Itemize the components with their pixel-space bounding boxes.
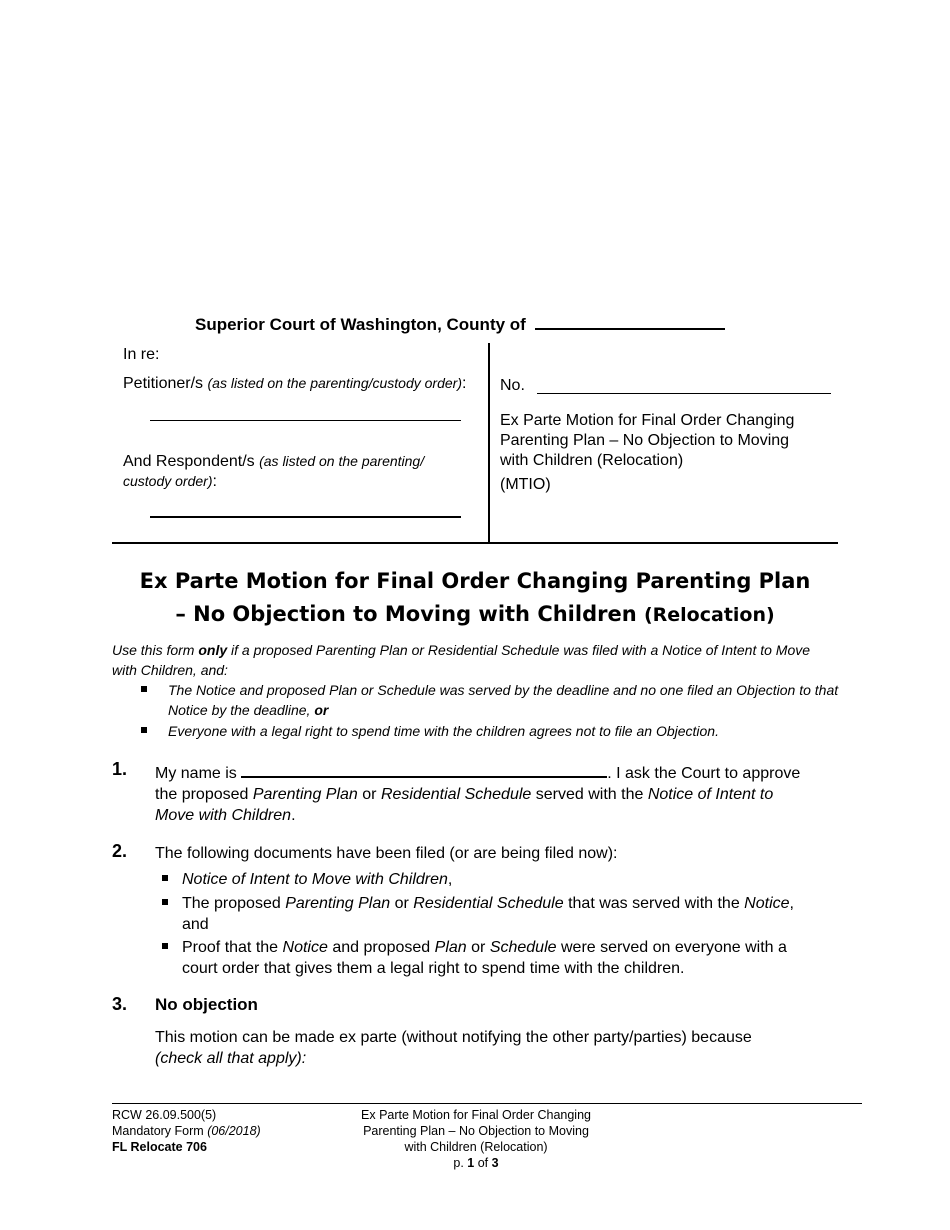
- page-num: 1: [467, 1156, 475, 1170]
- s2-b2-notice: Notice: [744, 895, 790, 912]
- s2-b3-line2: court order that gives them a legal right to spend time with the children.: [182, 960, 685, 977]
- s2-b2-and: and: [182, 916, 209, 933]
- respondent-note-b: custody order): [123, 473, 213, 489]
- s1-move-with-children: Move with Children: [155, 807, 292, 824]
- bullet-icon: [162, 899, 168, 905]
- intro-bullet-2: Everyone with a legal right to spend time with the children agrees not to file an Objection.: [168, 723, 719, 739]
- in-re-label: In re:: [123, 346, 160, 363]
- doc-title-line-3: with Children (Relocation): [500, 452, 684, 469]
- section-3-number: 3.: [112, 994, 128, 1014]
- title-line-2-main: – No Objection to Moving with Children: [175, 602, 637, 626]
- footer-page-number: [326, 1155, 626, 1171]
- doc-title-line-2: Parenting Plan – No Objection to Moving: [500, 432, 790, 449]
- s2-b2-a: The proposed: [182, 895, 281, 912]
- s2-b2-pp: Parenting Plan: [285, 895, 391, 912]
- title-line-2: [100, 598, 850, 632]
- section-2-item-2: [182, 893, 842, 935]
- petitioner-name-field[interactable]: [150, 420, 461, 421]
- footer-title-1: Ex Parte Motion for Final Order Changing: [361, 1108, 591, 1122]
- page-of: of: [477, 1156, 489, 1170]
- ask-court-text: . I ask the Court to approve: [607, 765, 801, 782]
- s2-b3-b: and proposed: [332, 939, 431, 956]
- s3-check: (check all that apply):: [155, 1050, 307, 1067]
- s1-residential-schedule: Residential Schedule: [380, 786, 532, 803]
- footer-title-3: with Children (Relocation): [404, 1140, 548, 1154]
- section-1-number: 1.: [112, 759, 128, 779]
- s1-served: served with the: [535, 786, 644, 803]
- petitioner-colon: :: [461, 375, 467, 392]
- case-number-field[interactable]: [537, 393, 831, 394]
- s2-b1-comma: ,: [447, 871, 453, 888]
- section-2-item-1: [182, 869, 452, 890]
- section-3-body: [155, 1027, 845, 1069]
- bullet-icon: [141, 686, 147, 692]
- intro-bullet-1: [168, 680, 848, 720]
- footer-form-id: FL Relocate 706: [112, 1140, 207, 1154]
- respondent-line-2: [123, 473, 217, 491]
- intro-text-a: Use this form: [112, 642, 195, 658]
- court-heading: [195, 314, 725, 335]
- s3-text: This motion can be made ex parte (without notifying the other party/parties) because: [155, 1029, 752, 1046]
- s2-b3-plan: Plan: [434, 939, 467, 956]
- intro-instructions: [112, 640, 842, 680]
- intro-bullet-1-or: or: [314, 702, 329, 718]
- section-2-intro: The following documents have been filed (or are being filed now):: [155, 845, 618, 862]
- s2-b3-notice: Notice: [282, 939, 328, 956]
- doc-title-line-1: Ex Parte Motion for Final Order Changing: [500, 412, 795, 429]
- footer-center: [326, 1107, 626, 1171]
- s2-b2-c: ,: [789, 895, 794, 912]
- case-no-label: No.: [500, 377, 525, 394]
- s2-b2-rs: Residential Schedule: [413, 895, 564, 912]
- petitioner-line: [123, 375, 466, 393]
- respondent-colon: :: [212, 473, 217, 490]
- footer-date: (06/2018): [207, 1124, 261, 1138]
- section-1-body: [155, 761, 845, 826]
- document-title: [100, 565, 850, 632]
- s2-b3-or: or: [471, 939, 486, 956]
- intro-text-c: with Children, and:: [112, 662, 228, 678]
- s1-or: or: [362, 786, 377, 803]
- footer-rcw: RCW 26.09.500(5): [112, 1108, 217, 1122]
- section-3-heading: No objection: [155, 995, 258, 1014]
- title-line-2-paren: (Relocation): [643, 604, 775, 626]
- s1-notice: Notice of Intent to: [647, 786, 774, 803]
- caption-bottom-rule: [112, 542, 838, 544]
- bullet-icon: [141, 727, 147, 733]
- bullet-icon: [162, 875, 168, 881]
- intro-bullet-1-a: The Notice and proposed Plan or Schedule was served by the deadline and no one filed an Objection to that: [168, 682, 839, 698]
- title-line-1: Ex Parte Motion for Final Order Changing Parenting Plan: [139, 569, 811, 593]
- s2-notice-of-intent: Notice of Intent to Move with Children: [182, 871, 448, 888]
- footer-left: [112, 1107, 261, 1155]
- s1-period: .: [291, 807, 296, 824]
- intro-only: only: [198, 642, 228, 658]
- respondent-name-field[interactable]: [150, 516, 461, 518]
- intro-text-b: if a proposed Parenting Plan or Residential Schedule was filed with a Notice of Intent to Move: [231, 642, 811, 658]
- footer-rule: [112, 1103, 862, 1104]
- page-p: p.: [453, 1156, 464, 1170]
- s2-b3-schedule: Schedule: [489, 939, 557, 956]
- caption-divider: [488, 343, 490, 543]
- court-label: Superior Court of Washington, County of: [195, 315, 526, 334]
- section-2-item-3: [182, 937, 842, 979]
- my-name-label: My name is: [155, 765, 237, 782]
- s1-proposed: the proposed: [155, 786, 249, 803]
- doc-code: (MTIO): [500, 476, 551, 493]
- s1-parenting-plan: Parenting Plan: [252, 786, 358, 803]
- petitioner-note: (as listed on the parenting/custody order): [207, 375, 462, 391]
- page-total: 3: [491, 1156, 499, 1170]
- bullet-icon: [162, 943, 168, 949]
- intro-bullet-1-b: Notice by the deadline,: [168, 702, 311, 718]
- respondent-label: And Respondent/s: [123, 453, 255, 470]
- name-field[interactable]: [241, 761, 607, 778]
- s2-b3-a: Proof that the: [182, 939, 279, 956]
- petitioner-label: Petitioner/s: [123, 375, 204, 392]
- s2-b2-or: or: [394, 895, 409, 912]
- s2-b2-b: that was served with the: [568, 895, 740, 912]
- footer-title-2: Parenting Plan – No Objection to Moving: [363, 1124, 589, 1138]
- s2-b3-c: were served on everyone with a: [560, 939, 787, 956]
- county-field[interactable]: [535, 314, 725, 330]
- footer-mandatory: Mandatory Form: [112, 1124, 204, 1138]
- respondent-line: [123, 453, 424, 471]
- section-2-number: 2.: [112, 841, 128, 861]
- respondent-note-a: (as listed on the parenting/: [259, 453, 425, 469]
